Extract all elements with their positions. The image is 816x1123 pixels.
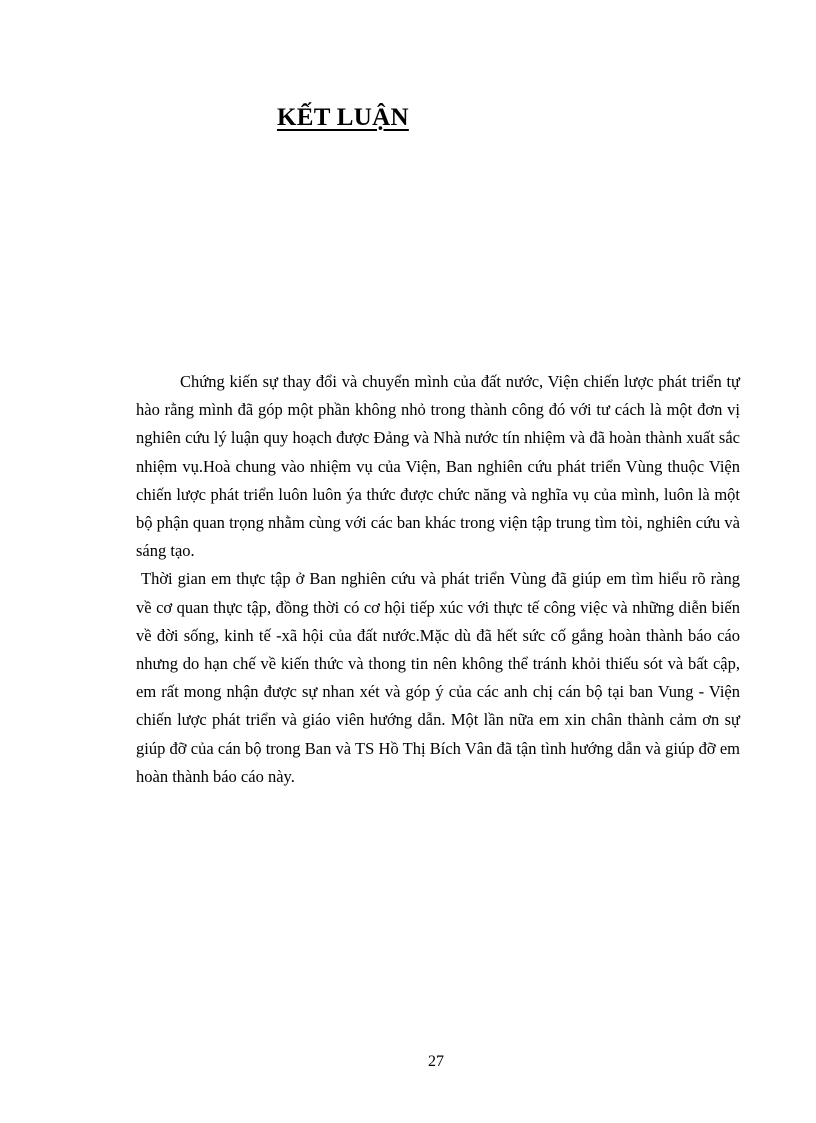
page-number: 27 [428, 1053, 444, 1070]
paragraph-1: Chứng kiến sự thay đổi và chuyển mình của đất nước, Viện chiến lược phát triển tự hào rằng mình đã góp một phần không nhỏ trong thành công đó với tư cách là một đơn vị nghiên cứu lý luận quy hoạch được Đảng và Nhà nước tín nhiệm và đã hoàn thành xuất sắc nhiệm vụ.Hoà chung vào nhiệm vụ của Viện, Ban nghiên cứu phát triển Vùng thuộc Viện chiến lược phát triển luôn luôn ýa thức được chức năng và nghĩa vụ của mình, luôn là một bộ phận quan trọng nhằm cùng với các ban khác trong viện tập trung tìm tòi, nghiên cứu và sáng tạo. [136, 372, 740, 561]
conclusion-body [136, 368, 740, 791]
paragraph-2: Thời gian em thực tập ở Ban nghiên cứu và phát triển Vùng đã giúp em tìm hiểu rõ ràng về cơ quan thực tập, đồng thời có cơ hội tiếp xúc với thực tế công việc và những diễn biến về đời sống, kinh tế -xã hội của đất nước.Mặc dù đã hết sức cố gắng hoàn thành báo cáo nhưng do hạn chế về kiến thức và thong tin nên không thể tránh khỏi thiếu sót và bất cập, em rất mong nhận được sự nhan xét và góp ý của các anh chị cán bộ tại ban Vung - Viện chiến lược phát triển và giáo viên hướng dẫn. Một lần nữa em xin chân thành cảm ơn sự giúp đỡ của cán bộ trong Ban và TS Hồ Thị Bích Vân đã tận tình hướng dẫn và giúp đỡ em hoàn thành báo cáo này. [136, 569, 740, 786]
page-title: KẾT LUẬN [277, 104, 409, 131]
